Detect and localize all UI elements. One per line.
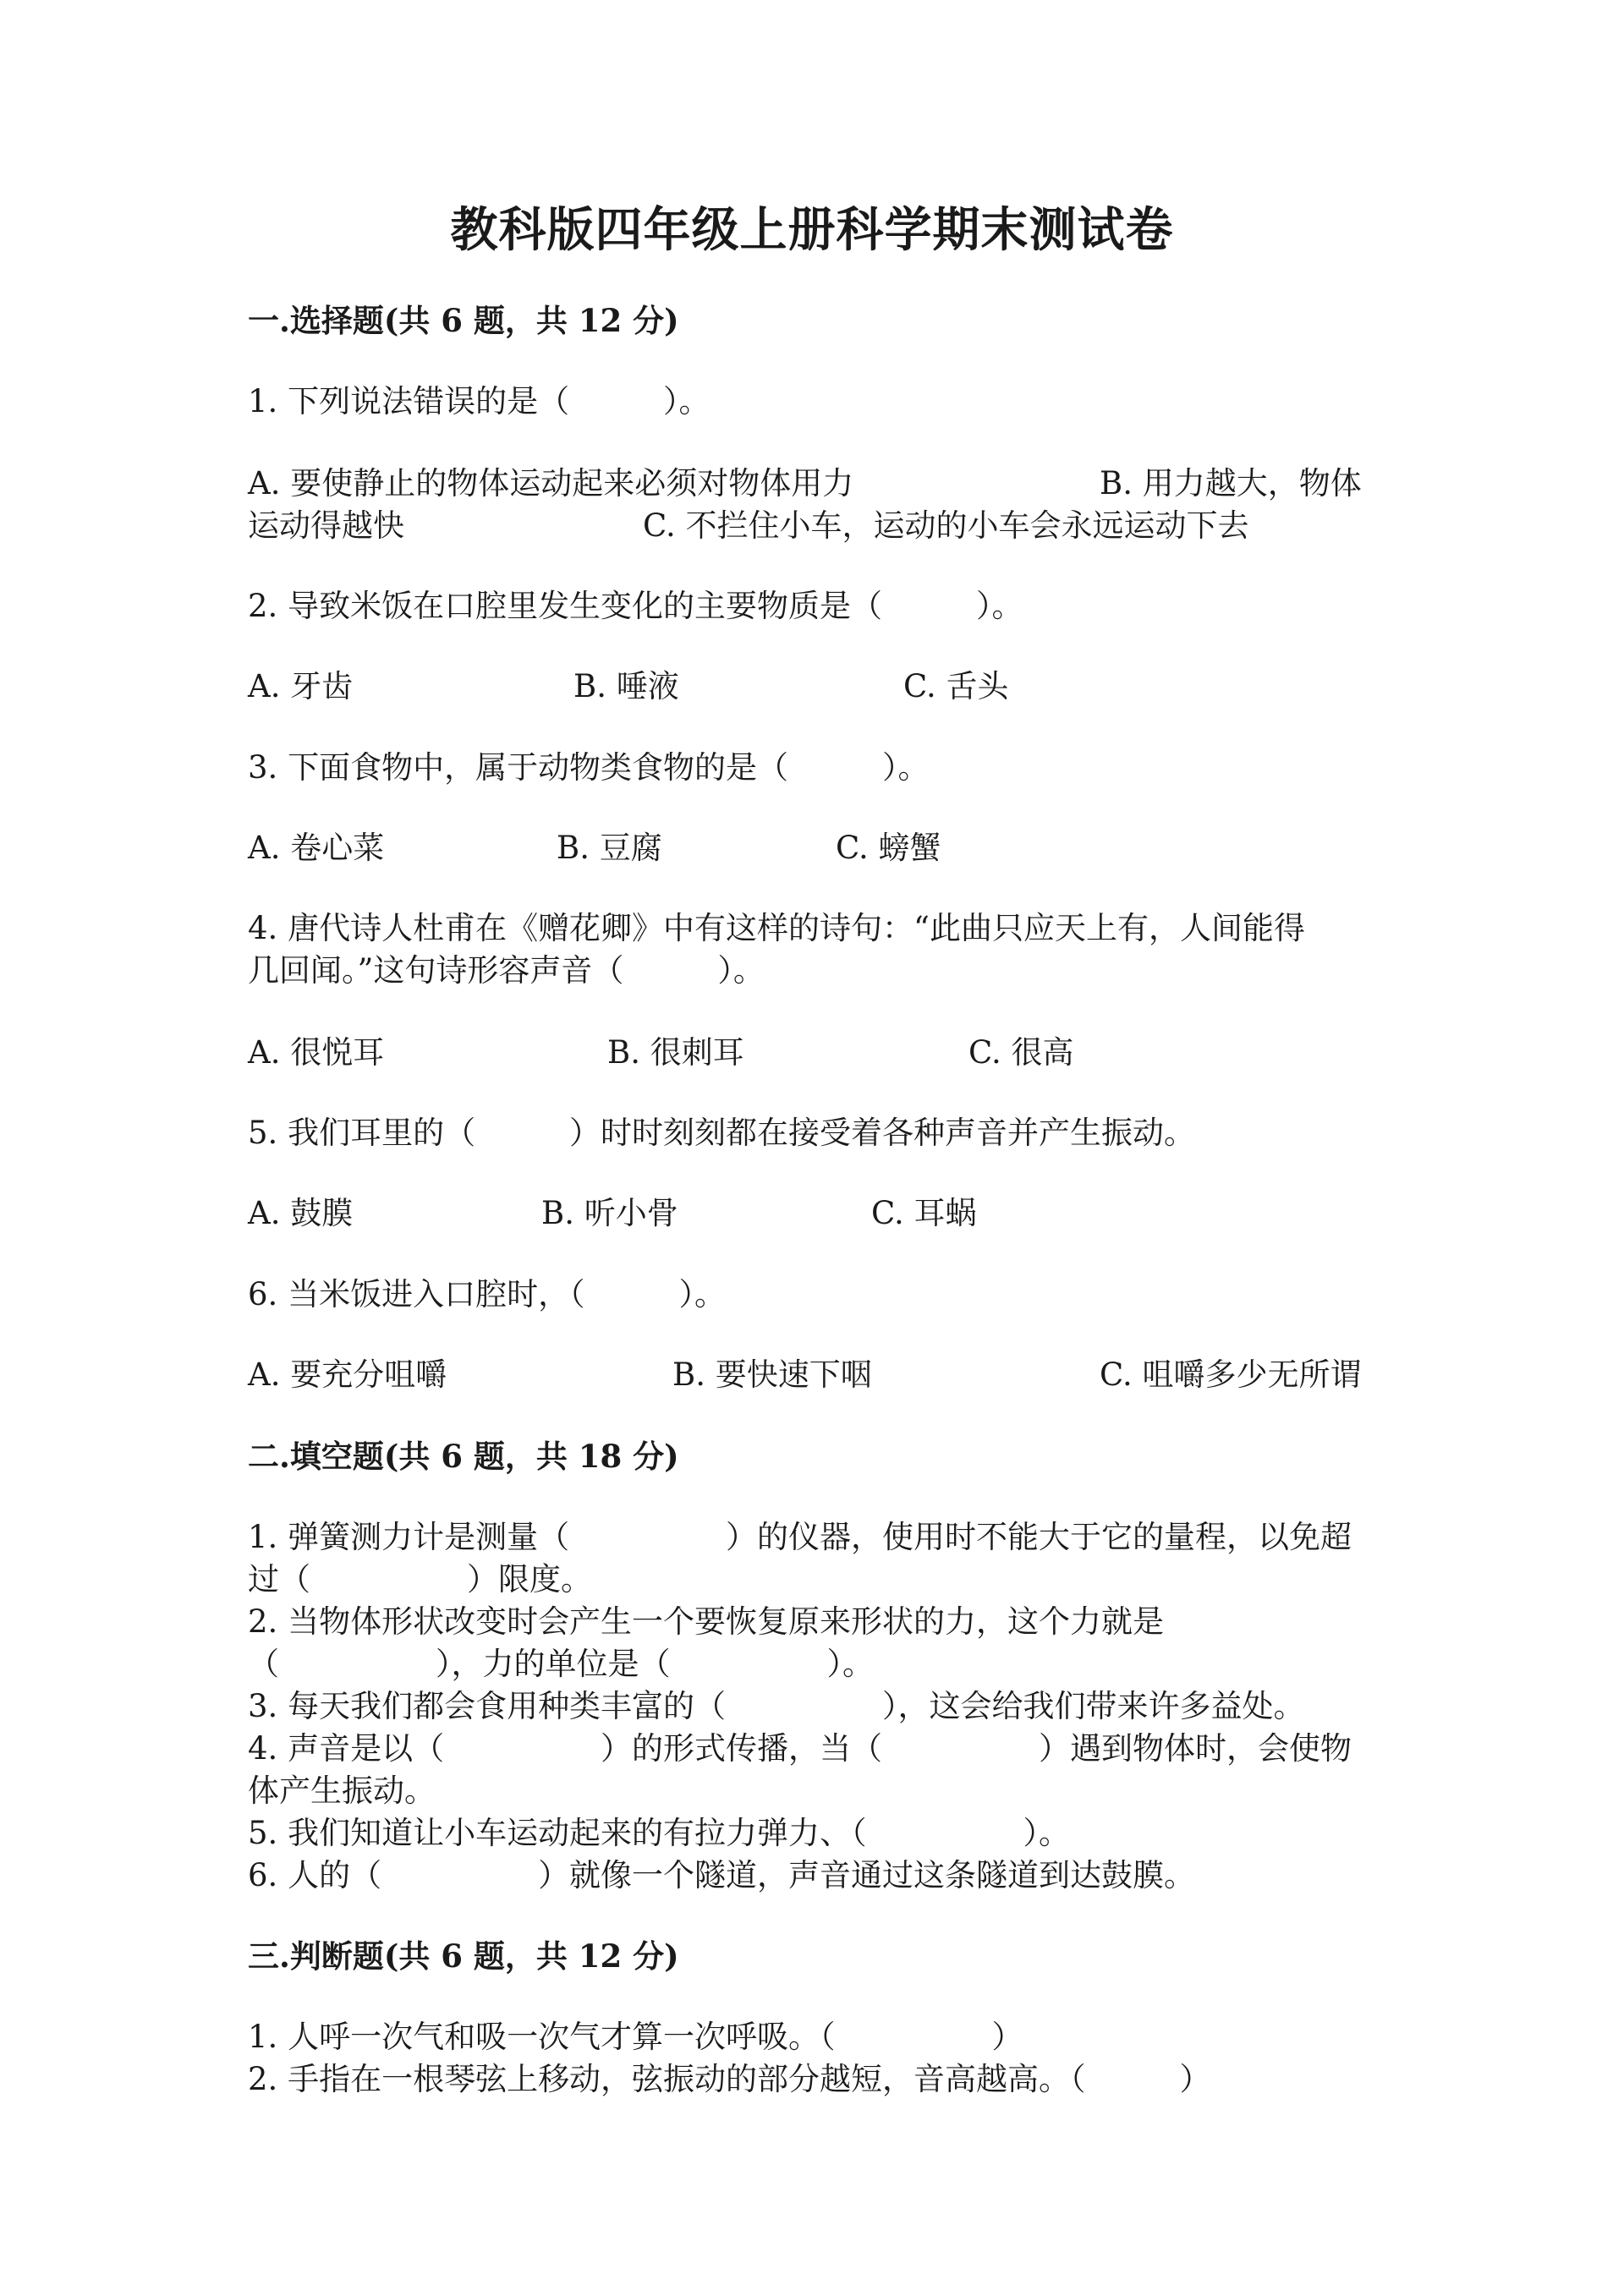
- choice-q3-stem: 3. 下面食物中，属于动物类食物的是（ ）。: [248, 749, 930, 786]
- fill-blank-line: 5. 我们知道让小车运动起来的有拉力弹力、（ ）。: [248, 1815, 1071, 1851]
- fill-blank-line: 3. 每天我们都会食用种类丰富的（ ），这会给我们带来许多益处。: [248, 1688, 1305, 1724]
- choice-q6-stem: 6. 当米饭进入口腔时，（ ）。: [248, 1276, 727, 1312]
- choice-q1-option-a: A. 要使静止的物体运动起来必须对物体用力: [248, 465, 854, 501]
- choice-q2-option-b: B. 唾液: [573, 668, 679, 704]
- fill-blank-line: 2. 当物体形状改变时会产生一个要恢复原来形状的力，这个力就是: [248, 1603, 1165, 1640]
- choice-q2-option-c: C. 舌头: [903, 668, 1009, 704]
- choice-q5-stem: 5. 我们耳里的（ ）时时刻刻都在接受着各种声音并产生振动。: [248, 1115, 1196, 1151]
- choice-q6-option-b: B. 要快速下咽: [672, 1356, 872, 1393]
- choice-q3-option-c: C. 螃蟹: [836, 830, 941, 866]
- choice-q1-option-b: B. 用力越大，物体: [1100, 465, 1362, 501]
- choice-q1-stem: 1. 下列说法错误的是（ ）。: [248, 383, 710, 419]
- fill-blank-line: （ ），力的单位是（ ）。: [248, 1646, 874, 1682]
- fill-blank-line: 过（ ）限度。: [248, 1561, 592, 1597]
- choice-q3-option-b: B. 豆腐: [557, 830, 662, 866]
- fill-blank-line: 1. 弹簧测力计是测量（ ）的仪器，使用时不能大于它的量程，以免超: [248, 1519, 1352, 1555]
- choice-q4-option-c: C. 很高: [968, 1034, 1074, 1071]
- section-heading-choice: 一.选择题(共 6 题，共 12 分): [248, 302, 679, 339]
- true-false-line: 2. 手指在一根琴弦上移动，弦振动的部分越短，音高越高。（ ）: [248, 2061, 1211, 2097]
- true-false-line: 1. 人呼一次气和吸一次气才算一次呼吸。（ ）: [248, 2019, 1023, 2055]
- fill-blank-line: 体产生振动。: [248, 1773, 436, 1809]
- section-heading-true-false: 三.判断题(共 6 题，共 12 分): [248, 1937, 679, 1975]
- fill-blank-line: 4. 声音是以（ ）的形式传播，当（ ）遇到物体时，会使物: [248, 1730, 1352, 1767]
- choice-q6-option-c: C. 咀嚼多少无所谓: [1100, 1356, 1362, 1393]
- choice-q4-option-a: A. 很悦耳: [248, 1034, 385, 1071]
- exam-title: 教科版四年级上册科学期末测试卷: [450, 202, 1174, 258]
- choice-q4-stem-line1: 4. 唐代诗人杜甫在《赠花卿》中有这样的诗句：“此曲只应天上有，人间能得: [248, 910, 1305, 946]
- choice-q5-option-c: C. 耳蜗: [871, 1195, 977, 1231]
- choice-q2-stem: 2. 导致米饭在口腔里发生变化的主要物质是（ ）。: [248, 588, 1023, 624]
- choice-q1-option-c: C. 不拦住小车，运动的小车会永远运动下去: [643, 507, 1249, 544]
- section-heading-fill-blank: 二.填空题(共 6 题，共 18 分): [248, 1438, 679, 1475]
- choice-q2-option-a: A. 牙齿: [248, 668, 354, 704]
- choice-q4-option-b: B. 很刺耳: [607, 1034, 744, 1071]
- choice-q5-option-b: B. 听小骨: [541, 1195, 678, 1231]
- choice-q1-option-b-cont: 运动得越快: [248, 507, 404, 544]
- choice-q6-option-a: A. 要充分咀嚼: [248, 1356, 447, 1393]
- choice-q5-option-a: A. 鼓膜: [248, 1195, 354, 1231]
- choice-q4-stem-line2: 几回闻。”这句诗形容声音（ ）。: [248, 952, 765, 989]
- fill-blank-line: 6. 人的（ ）就像一个隧道，声音通过这条隧道到达鼓膜。: [248, 1857, 1196, 1893]
- choice-q3-option-a: A. 卷心菜: [248, 830, 385, 866]
